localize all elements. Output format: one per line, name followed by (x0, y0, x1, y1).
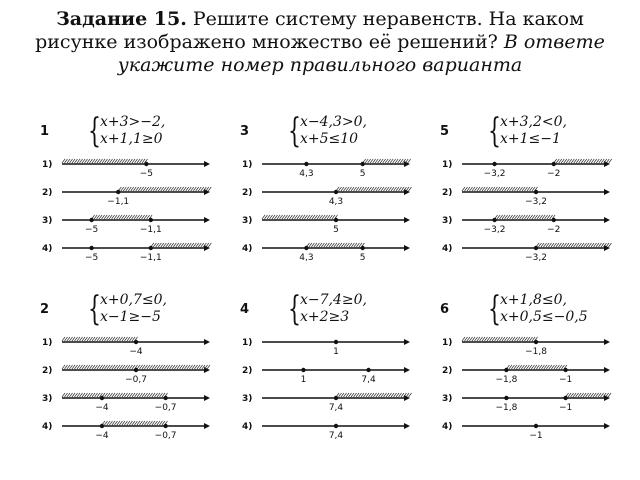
point-marker (552, 218, 556, 222)
number-line-options (240, 332, 420, 450)
point-marker (563, 368, 567, 372)
option-1[interactable] (42, 159, 210, 179)
option-1[interactable] (242, 338, 410, 357)
inequality-system (88, 111, 213, 151)
point-label: −0,7 (154, 431, 177, 441)
point-label: 4,3 (299, 253, 314, 263)
point-label: 5 (359, 253, 366, 263)
arrow-icon (204, 395, 210, 401)
point-marker (552, 162, 556, 166)
option-1[interactable] (242, 159, 411, 179)
option-4[interactable] (442, 422, 610, 441)
hatch-region (62, 159, 148, 163)
arrow-icon (204, 423, 210, 429)
hatch-region (462, 337, 538, 341)
arrow-icon (404, 161, 410, 167)
point-label: −5 (84, 225, 99, 235)
hatch-region (262, 215, 338, 219)
point-label: −2 (547, 169, 561, 179)
point-marker (304, 162, 308, 166)
point-marker (534, 246, 538, 250)
point-marker (116, 190, 120, 194)
point-marker (334, 340, 338, 344)
hatch-region (306, 243, 364, 247)
point-label: −1,1 (139, 253, 162, 263)
point-marker (149, 246, 153, 250)
inequality-1: x+0,7≤0, (100, 292, 167, 308)
variant-block-2 (40, 290, 220, 450)
point-label: −4 (129, 347, 143, 357)
point-marker (149, 218, 153, 222)
inequality-1: x+3,2<0, (500, 114, 567, 130)
point-marker (89, 246, 93, 250)
arrow-icon (204, 161, 210, 167)
point-marker (89, 218, 93, 222)
option-label: 2) (42, 366, 53, 376)
point-marker (360, 162, 364, 166)
option-label: 1) (42, 160, 53, 170)
task-number: Задание 15. (56, 8, 187, 30)
option-label: 4) (42, 244, 53, 254)
variant-number: 2 (40, 302, 50, 317)
inequality-1: x−4,3>0, (300, 114, 367, 130)
arrow-icon (404, 339, 410, 345)
point-label: 7,4 (328, 431, 344, 441)
point-label: 1 (300, 375, 307, 385)
hatch-region (62, 393, 168, 397)
point-label: −1,1 (139, 225, 162, 235)
point-label: −1 (529, 431, 543, 441)
variant-block-3 (240, 112, 420, 272)
point-marker (334, 190, 338, 194)
inequality-2: x+1,1≥0 (100, 131, 163, 147)
point-label: −1,8 (495, 375, 518, 385)
hatch-region (92, 215, 153, 219)
option-3[interactable] (442, 215, 610, 235)
point-label: 5 (333, 225, 339, 235)
option-label: 1) (442, 160, 453, 170)
point-marker (563, 396, 567, 400)
point-marker (534, 424, 538, 428)
arrow-icon (404, 217, 410, 223)
point-label: 4,3 (328, 197, 344, 207)
number-line-options (240, 154, 420, 272)
hatch-region (151, 243, 212, 247)
brace-icon: { (88, 289, 101, 329)
inequality-2: x+1≤−1 (500, 131, 561, 147)
variant-block-4 (240, 290, 420, 450)
option-2[interactable] (42, 365, 210, 385)
option-2[interactable] (442, 365, 610, 385)
hatch-region (554, 159, 612, 163)
hatch-region (506, 365, 567, 369)
point-label: −3,2 (483, 169, 506, 179)
point-marker (504, 396, 508, 400)
variant-block-6 (440, 290, 620, 450)
point-label: −1 (558, 375, 573, 385)
number-line-options (40, 332, 220, 450)
point-marker (144, 162, 148, 166)
hatch-region (102, 421, 167, 425)
point-label: −1 (558, 403, 573, 413)
option-4[interactable] (42, 243, 211, 263)
point-marker (334, 218, 338, 222)
inequality-1: x+1,8≤0, (500, 292, 567, 308)
point-marker (534, 340, 538, 344)
inequality-system (88, 289, 213, 329)
point-marker (360, 246, 364, 250)
arrow-icon (404, 367, 410, 373)
point-label: −3,2 (483, 225, 506, 235)
number-line-options (440, 332, 620, 450)
arrow-icon (604, 339, 610, 345)
brace-icon: { (288, 289, 301, 329)
point-marker (163, 396, 167, 400)
point-label: −1,8 (525, 347, 547, 357)
point-label: 7,4 (361, 375, 376, 385)
inequality-system (288, 289, 413, 329)
point-label: 7,4 (328, 403, 344, 413)
task-text: Решите систему неравенств. На каком рисунке изображено множество её решений? (35, 8, 584, 53)
inequality-2: x+5≤10 (300, 131, 359, 147)
variant-block-1 (40, 112, 220, 272)
point-marker (134, 340, 138, 344)
option-label: 3) (242, 216, 253, 226)
task-instruction: В ответе укажите номер правильного варианта (117, 31, 605, 76)
option-label: 3) (442, 216, 453, 226)
option-label: 4) (42, 422, 53, 432)
variant-number: 6 (440, 302, 450, 317)
arrow-icon (404, 245, 410, 251)
point-label: −0,7 (125, 375, 147, 385)
option-label: 4) (442, 422, 453, 432)
option-2[interactable] (242, 366, 410, 385)
point-marker (100, 424, 104, 428)
point-marker (334, 424, 338, 428)
hatch-region (118, 187, 211, 191)
inequality-system (488, 111, 613, 151)
brace-icon: { (488, 111, 501, 151)
hatch-region (495, 215, 556, 219)
option-label: 2) (442, 366, 453, 376)
point-label: 4,3 (299, 169, 314, 179)
hatch-region (536, 243, 612, 247)
point-label: −5 (139, 169, 154, 179)
number-line-options (440, 154, 620, 272)
task-statement (20, 8, 620, 77)
point-marker (163, 424, 167, 428)
option-3[interactable] (242, 215, 410, 235)
point-label: −4 (95, 431, 109, 441)
variant-number: 4 (240, 302, 250, 317)
option-label: 3) (242, 394, 253, 404)
option-1[interactable] (442, 159, 612, 179)
inequality-2: x−1≥−5 (100, 309, 161, 325)
point-marker (492, 162, 496, 166)
option-3[interactable] (442, 393, 611, 413)
point-label: −1,1 (107, 197, 130, 207)
variant-number: 5 (440, 124, 450, 139)
hatch-region (336, 393, 412, 397)
hatch-region (462, 187, 538, 191)
arrow-icon (404, 423, 410, 429)
brace-icon: { (488, 289, 501, 329)
point-label: −2 (547, 225, 561, 235)
point-marker (334, 396, 338, 400)
option-2[interactable] (442, 187, 610, 207)
point-marker (504, 368, 508, 372)
option-label: 1) (242, 160, 253, 170)
point-label: −5 (84, 253, 99, 263)
variant-number: 3 (240, 124, 250, 139)
option-label: 2) (242, 366, 253, 376)
number-line-options (40, 154, 220, 272)
option-label: 1) (42, 338, 53, 348)
option-label: 3) (42, 216, 53, 226)
brace-icon: { (288, 111, 301, 151)
inequality-1: x+3>−2, (100, 114, 166, 130)
option-label: 2) (442, 188, 453, 198)
point-label: −4 (95, 403, 109, 413)
option-label: 1) (442, 338, 453, 348)
variant-number: 1 (40, 124, 50, 139)
option-label: 4) (242, 244, 253, 254)
option-label: 2) (242, 188, 253, 198)
point-marker (492, 218, 496, 222)
option-4[interactable] (42, 421, 210, 441)
arrow-icon (604, 423, 610, 429)
inequality-1: x−7,4≥0, (300, 292, 367, 308)
hatch-region (62, 337, 138, 341)
inequality-2: x+0,5≤−0,5 (500, 309, 588, 325)
option-label: 1) (242, 338, 253, 348)
point-label: 5 (359, 169, 366, 179)
option-label: 3) (442, 394, 453, 404)
point-label: 1 (333, 347, 339, 357)
arrow-icon (204, 217, 210, 223)
point-marker (301, 368, 305, 372)
inequality-system (488, 289, 613, 329)
arrow-icon (604, 217, 610, 223)
option-4[interactable] (242, 243, 410, 263)
option-4[interactable] (442, 243, 612, 263)
inequality-system (288, 111, 413, 151)
option-4[interactable] (242, 422, 410, 441)
option-2[interactable] (242, 187, 412, 207)
variant-block-5 (440, 112, 620, 272)
inequality-2: x+2≥3 (300, 309, 350, 325)
point-label: −1,8 (495, 403, 518, 413)
point-marker (366, 368, 370, 372)
brace-icon: { (88, 111, 101, 151)
option-2[interactable] (42, 187, 211, 207)
option-1[interactable] (442, 337, 610, 357)
hatch-region (336, 187, 412, 191)
hatch-region (363, 159, 411, 163)
option-label: 4) (442, 244, 453, 254)
option-label: 4) (242, 422, 253, 432)
point-label: −3,2 (525, 197, 547, 207)
point-marker (534, 190, 538, 194)
point-label: −0,7 (154, 403, 177, 413)
point-marker (134, 368, 138, 372)
point-marker (100, 396, 104, 400)
option-3[interactable] (42, 393, 210, 413)
option-label: 2) (42, 188, 53, 198)
option-3[interactable] (242, 393, 412, 413)
arrow-icon (604, 367, 610, 373)
option-label: 3) (42, 394, 53, 404)
arrow-icon (604, 189, 610, 195)
point-marker (304, 246, 308, 250)
point-label: −3,2 (525, 253, 547, 263)
option-3[interactable] (42, 215, 210, 235)
arrow-icon (204, 339, 210, 345)
option-1[interactable] (42, 337, 210, 357)
